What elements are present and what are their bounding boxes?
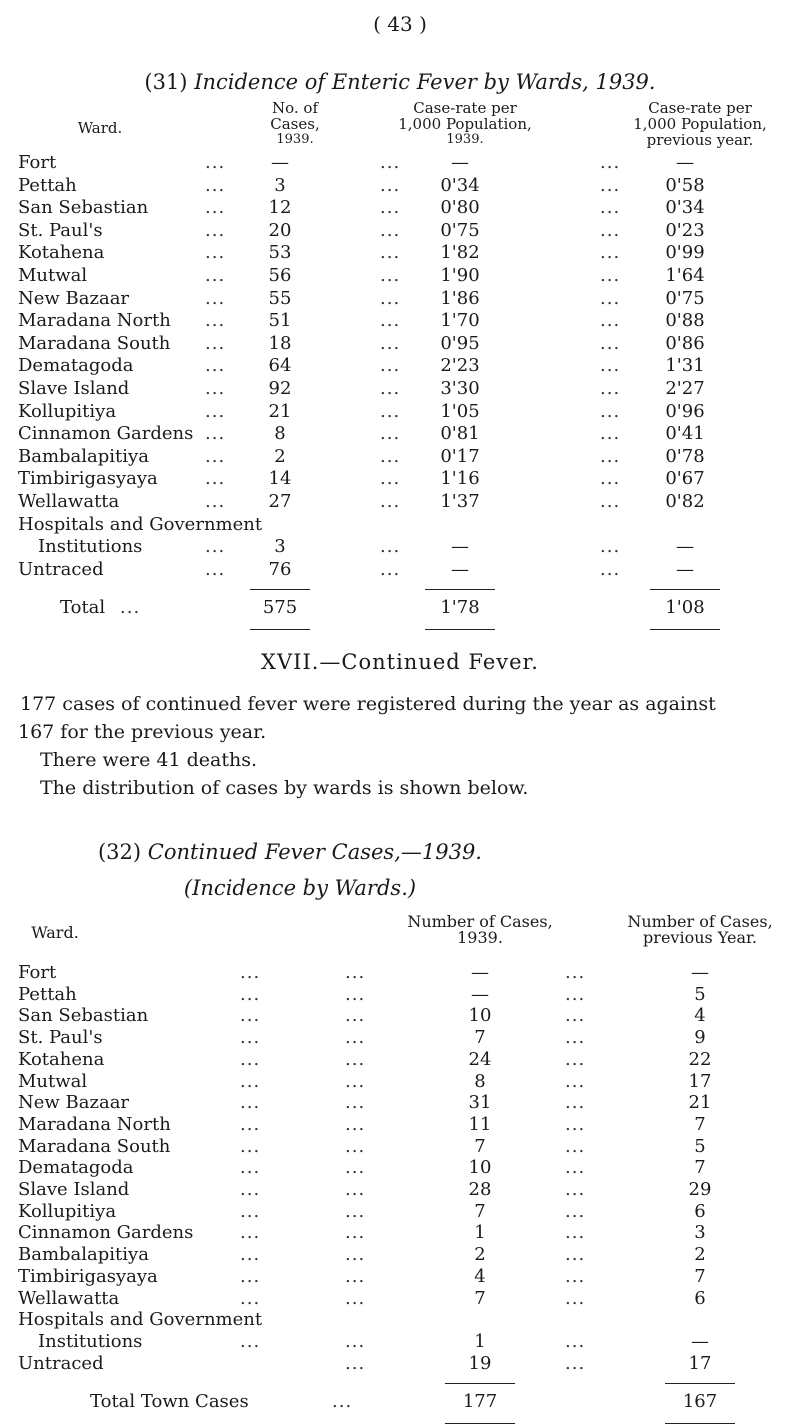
leader-dots: ... [380,197,401,219]
leader-dots: ... [565,983,586,1005]
leader-dots: ... [565,1113,586,1135]
ward-name: Cinnamon Gardens [18,423,194,445]
case-rate-previous: — [676,152,694,173]
cases-1939: 1 [474,1222,486,1244]
paragraph-2: There were 41 deaths. [40,749,258,771]
table32-header-previous [615,914,785,946]
total-row [0,597,800,623]
case-rate-1939: — [451,558,469,580]
header-line: previous Year. [643,928,757,947]
cases-1939: 27 [268,491,292,512]
case-rate-previous: 0'99 [665,242,705,264]
ward-name: Dematagoda [18,1157,134,1179]
table-rule [650,589,720,590]
cases-1939: 2 [274,445,286,467]
case-rate-1939: 1'90 [440,265,480,286]
leader-dots: ... [240,1135,261,1157]
leader-dots: ... [565,1330,586,1352]
case-rate-1939: 0'81 [440,423,480,445]
leader-dots: ... [380,287,401,309]
ward-name: Bambalapitiya [18,1244,149,1266]
leader-dots: ... [240,1244,261,1266]
leader-dots: ... [380,423,401,445]
cases-1939: 12 [268,197,292,219]
total-rate: 1'78 [440,596,480,618]
leader-dots: ... [345,1027,366,1049]
header-line: No. of [271,99,318,117]
leader-dots: ... [205,558,226,580]
leader-dots: ... [600,152,621,173]
case-rate-previous: 0'34 [665,197,705,219]
leader-dots: ... [345,1200,366,1222]
ward-name: Kotahena [18,242,105,264]
total-cases-previous: 167 [682,1390,718,1412]
table32-header-current [400,914,560,946]
leader-dots: ... [380,355,401,377]
cases-previous-year: 9 [694,1027,706,1049]
paragraph-3: The distribution of cases by wards is shown below. [40,777,529,799]
leader-dots: ... [380,536,401,558]
cases-1939: 2 [474,1244,486,1266]
table-rule [425,589,495,590]
table31-label: (31) [144,70,188,94]
cases-1939: — [471,962,489,983]
ward-name: Timbirigasyaya [18,468,158,490]
table31-header-prev [615,100,785,148]
ward-name: Institutions [38,1330,143,1352]
cases-previous-year: 5 [694,983,706,1005]
cases-1939: — [271,152,289,173]
table32-subtitle: (Incidence by Wards.) [183,876,417,900]
case-rate-1939: 0'95 [440,332,480,354]
leader-dots: ... [205,242,226,264]
total-cases-1939: 177 [462,1390,498,1412]
header-line: 1939. [446,132,484,147]
leader-dots: ... [205,445,226,467]
ward-name: Dematagoda [18,355,134,377]
leader-dots: ... [565,1048,586,1070]
case-rate-1939: 1'37 [440,491,480,512]
leader-dots: ... [205,219,226,241]
case-rate-1939: 1'86 [440,287,480,309]
ward-name: Hospitals and Government [18,1309,263,1331]
ward-name: Untraced [18,1352,104,1374]
ward-name: Fort [18,152,57,173]
cases-previous-year: 6 [694,1200,706,1222]
cases-1939: 76 [268,558,292,580]
cases-previous-year: 17 [688,1352,712,1374]
leader-dots: ... [600,265,621,286]
header-line: 1939. [457,928,503,947]
ward-name: Kollupitiya [18,400,117,422]
leader-dots: ... [345,1222,366,1244]
cases-1939: 31 [468,1092,492,1114]
cases-1939: 64 [268,355,292,377]
leader-dots: ... [380,152,401,173]
case-rate-previous: 0'58 [665,174,705,196]
cases-1939: 4 [474,1265,486,1287]
table-rule [250,589,310,590]
leader-dots: ... [240,1005,261,1027]
leader-dots: ... [600,558,621,580]
case-rate-1939: 0'17 [440,445,480,467]
ward-name: San Sebastian [18,197,149,219]
leader-dots: ... [205,423,226,445]
cases-1939: 11 [468,1113,492,1135]
total-prev-rate: 1'08 [665,596,705,618]
case-rate-1939: 0'75 [440,219,480,241]
leader-dots: ... [600,242,621,264]
ward-name: Wellawatta [18,491,120,512]
leader-dots: ... [205,310,226,332]
ward-name: Pettah [18,983,77,1005]
ward-name: Untraced [18,558,104,580]
leader-dots: ... [565,1352,586,1374]
leader-dots: ... [565,962,586,983]
cases-1939: 10 [468,1005,492,1027]
leader-dots: ... [205,174,226,196]
ward-name: Kollupitiya [18,1200,117,1222]
leader-dots: ... [345,1005,366,1027]
table31-header-rate [380,100,550,148]
leader-dots: ... [600,536,621,558]
cases-previous-year: 4 [694,1005,706,1027]
table32-title-block [0,840,690,864]
leader-dots: ... [565,1157,586,1179]
case-rate-1939: 1'70 [440,310,480,332]
case-rate-previous: — [676,558,694,580]
leader-dots: ... [205,536,226,558]
leader-dots: ... [345,1048,366,1070]
table-rule [665,1423,735,1424]
header-line: previous year. [646,131,754,149]
leader-dots: ... [240,1157,261,1179]
cases-previous-year: 29 [688,1179,712,1200]
cases-1939: 28 [468,1179,492,1200]
case-rate-previous: 0'75 [665,287,705,309]
leader-dots: ... [565,1005,586,1027]
leader-dots: ... [240,1113,261,1135]
leader-dots: ... [240,1092,261,1114]
leader-dots: ... [205,197,226,219]
cases-1939: 51 [268,310,292,332]
leader-dots: ... [240,1330,261,1352]
ward-name: Slave Island [18,1179,130,1200]
leader-dots: ... [565,1179,586,1200]
leader-dots: ... [600,197,621,219]
cases-previous-year: 7 [694,1157,706,1179]
cases-1939: 7 [474,1200,486,1222]
table31-title: Incidence of Enteric Fever by Wards, 1939. [194,70,656,94]
leader-dots: ... [380,174,401,196]
cases-previous-year: 5 [694,1135,706,1157]
leader-dots: ... [345,1265,366,1287]
cases-1939: 53 [268,242,292,264]
leader-dots: ... [600,491,621,512]
ward-name: St. Paul's [18,1027,103,1049]
header-line: 1939. [276,132,314,147]
ward-name: Kotahena [18,1048,105,1070]
cases-1939: 8 [274,423,286,445]
case-rate-previous: 0'67 [665,468,705,490]
ward-name: San Sebastian [18,1005,149,1027]
case-rate-1939: 0'34 [440,174,480,196]
table31-header-cases [250,100,340,148]
leader-dots: ... [240,1265,261,1287]
cases-previous-year: 2 [694,1244,706,1266]
cases-1939: 3 [274,174,286,196]
leader-dots: ... [565,1265,586,1287]
case-rate-previous: 1'64 [665,265,705,286]
table-rule [445,1383,515,1384]
leader-dots: ... [205,468,226,490]
leader-dots: ... [380,558,401,580]
page-number: ( 43 ) [373,12,427,36]
header-line: 1,000 Population, [633,115,767,133]
section-heading: XVII.—Continued Fever. [261,650,539,674]
table32-label: (32) [97,840,142,864]
ward-name: Maradana North [18,1113,171,1135]
leader-dots: ... [345,1352,366,1374]
leader-dots: ... [600,445,621,467]
leader-dots: ... [240,1287,261,1309]
leader-dots: ... [205,491,226,512]
total-row [0,1391,800,1417]
cases-1939: 24 [468,1048,492,1070]
header-line: Case-rate per [413,99,517,117]
total-label: Total Town Cases [90,1390,249,1412]
ward-name: Maradana South [18,1135,171,1157]
leader-dots: ... [345,1287,366,1309]
leader-dots: ... [345,1135,366,1157]
case-rate-1939: 2'23 [440,355,480,377]
table-rule [425,629,495,630]
leader-dots: ... [240,1070,261,1092]
table31-header-ward: Ward. [77,119,123,137]
leader-dots: ... [240,1222,261,1244]
ward-name: Maradana South [18,332,171,354]
leader-dots: ... [380,265,401,286]
leader-dots: ... [600,219,621,241]
cases-previous-year: 22 [688,1048,712,1070]
case-rate-previous: — [676,536,694,558]
leader-dots: ... [345,1113,366,1135]
header-line: Case-rate per [648,99,752,117]
case-rate-previous: 0'78 [665,445,705,467]
leader-dots: ... [380,219,401,241]
cases-1939: 55 [268,287,292,309]
cases-1939: — [471,983,489,1005]
case-rate-previous: 2'27 [665,378,705,399]
paragraph-1-line-2: 167 for the previous year. [18,721,267,743]
leader-dots: ... [205,265,226,286]
leader-dots: ... [345,962,366,983]
cases-previous-year: 7 [694,1265,706,1287]
cases-1939: 1 [474,1330,486,1352]
leader-dots: ... [120,596,141,618]
leader-dots: ... [565,1092,586,1114]
case-rate-1939: 1'16 [440,468,480,490]
leader-dots: ... [380,332,401,354]
cases-previous-year: — [691,962,709,983]
ward-name: Cinnamon Gardens [18,1222,194,1244]
leader-dots: ... [380,491,401,512]
leader-dots: ... [240,1179,261,1200]
leader-dots: ... [380,445,401,467]
leader-dots: ... [380,310,401,332]
leader-dots: ... [205,287,226,309]
ward-name: Bambalapitiya [18,445,149,467]
case-rate-previous: 0'86 [665,332,705,354]
leader-dots: ... [205,355,226,377]
leader-dots: ... [345,1157,366,1179]
ward-name: Slave Island [18,378,130,399]
leader-dots: ... [380,400,401,422]
case-rate-previous: 0'23 [665,219,705,241]
leader-dots: ... [565,1027,586,1049]
leader-dots: ... [600,400,621,422]
table-rule [445,1423,515,1424]
cases-previous-year: 3 [694,1222,706,1244]
cases-1939: 14 [268,468,292,490]
leader-dots: ... [565,1135,586,1157]
total-label: Total [60,596,106,618]
leader-dots: ... [345,1330,366,1352]
leader-dots: ... [240,962,261,983]
cases-1939: 20 [268,219,292,241]
ward-name: Pettah [18,174,77,196]
header-line: Cases, [270,115,320,133]
leader-dots: ... [240,1027,261,1049]
cases-1939: 8 [474,1070,486,1092]
case-rate-1939: 1'05 [440,400,480,422]
cases-1939: 7 [474,1135,486,1157]
header-line: Number of Cases, [407,912,553,931]
ward-name: St. Paul's [18,219,103,241]
case-rate-previous: 0'82 [665,491,705,512]
leader-dots: ... [345,1070,366,1092]
ward-name: Hospitals and Government [18,513,263,535]
table-rule [665,1383,735,1384]
cases-1939: 10 [468,1157,492,1179]
cases-1939: 7 [474,1027,486,1049]
leader-dots: ... [380,468,401,490]
table32-title: Continued Fever Cases,—1939. [147,840,482,864]
leader-dots: ... [332,1390,353,1412]
table32-header-ward: Ward. [31,923,79,942]
case-rate-1939: — [451,536,469,558]
case-rate-previous: 1'31 [665,355,705,377]
leader-dots: ... [345,1092,366,1114]
leader-dots: ... [240,1200,261,1222]
ward-name: Mutwal [18,265,88,286]
cases-previous-year: 21 [688,1092,712,1114]
leader-dots: ... [565,1070,586,1092]
leader-dots: ... [240,983,261,1005]
ward-name: New Bazaar [18,287,130,309]
header-line: Number of Cases, [627,912,773,931]
ward-name: Fort [18,962,57,983]
ward-name: New Bazaar [18,1092,130,1114]
table-row [0,1353,800,1379]
case-rate-previous: 0'88 [665,310,705,332]
leader-dots: ... [600,287,621,309]
leader-dots: ... [600,174,621,196]
leader-dots: ... [600,355,621,377]
leader-dots: ... [205,152,226,173]
total-cases: 575 [262,596,298,618]
header-line: 1,000 Population, [398,115,532,133]
case-rate-1939: — [451,152,469,173]
paragraph-1-line-1: 177 cases of continued fever were registered during the year as against [20,693,716,715]
table-rule [650,629,720,630]
leader-dots: ... [600,423,621,445]
leader-dots: ... [565,1287,586,1309]
cases-1939: 18 [268,332,292,354]
leader-dots: ... [205,400,226,422]
cases-previous-year: 7 [694,1113,706,1135]
case-rate-1939: 0'80 [440,197,480,219]
leader-dots: ... [345,983,366,1005]
leader-dots: ... [600,378,621,399]
leader-dots: ... [380,242,401,264]
case-rate-1939: 3'30 [440,378,480,399]
cases-1939: 19 [468,1352,492,1374]
case-rate-previous: 0'41 [665,423,705,445]
ward-name: Timbirigasyaya [18,1265,158,1287]
leader-dots: ... [565,1222,586,1244]
leader-dots: ... [565,1200,586,1222]
ward-name: Maradana North [18,310,171,332]
ward-name: Wellawatta [18,1287,120,1309]
table-rule [250,629,310,630]
cases-previous-year: 17 [688,1070,712,1092]
table-row [0,559,800,585]
ward-name: Institutions [38,536,143,558]
leader-dots: ... [240,1048,261,1070]
leader-dots: ... [345,1244,366,1266]
cases-1939: 7 [474,1287,486,1309]
leader-dots: ... [600,332,621,354]
table31-title-block [0,70,800,94]
case-rate-1939: 1'82 [440,242,480,264]
cases-previous-year: — [691,1330,709,1352]
case-rate-previous: 0'96 [665,400,705,422]
leader-dots: ... [565,1244,586,1266]
cases-1939: 56 [268,265,292,286]
ward-name: Mutwal [18,1070,88,1092]
cases-1939: 21 [268,400,292,422]
cases-1939: 92 [268,378,292,399]
leader-dots: ... [380,378,401,399]
leader-dots: ... [205,378,226,399]
leader-dots: ... [600,310,621,332]
leader-dots: ... [345,1179,366,1200]
leader-dots: ... [600,468,621,490]
cases-1939: 3 [274,536,286,558]
leader-dots: ... [205,332,226,354]
cases-previous-year: 6 [694,1287,706,1309]
